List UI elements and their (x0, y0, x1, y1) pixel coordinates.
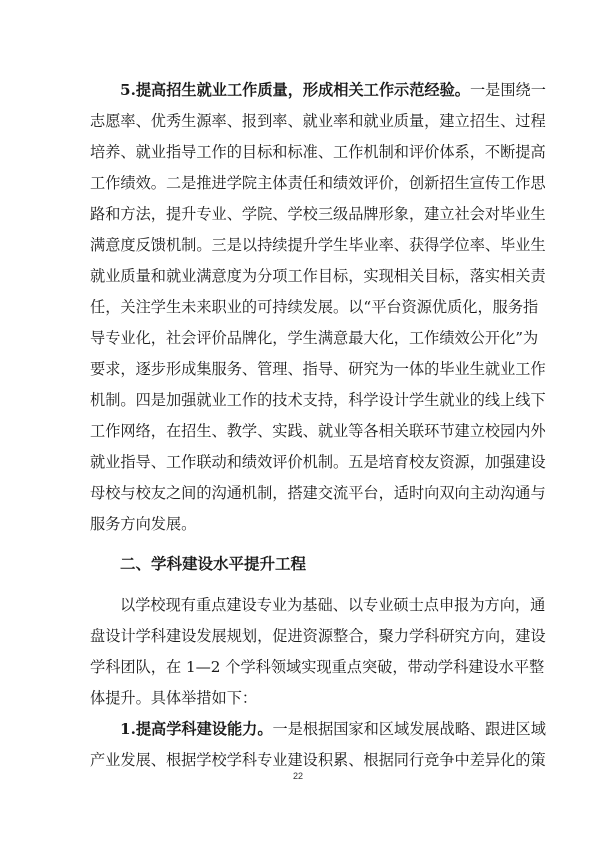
paragraph-line: 产业发展、根据学校学科专业建设积累、根据同行竞争中差异化的策 (90, 751, 546, 769)
paragraph-line: 服务方向发展。 (90, 515, 197, 533)
paragraph-line: 导专业化，社会评价品牌化，学生满意最大化，工作绩效公开化”为 (90, 329, 539, 347)
paragraph-line: 1.提高学科建设能力。一是根据国家和区域发展战略、跟进区域 (120, 720, 546, 738)
section-heading: 二、学科建设水平提升工程 (120, 554, 307, 573)
paragraph-line: 学科团队，在 1—2 个学科领域实现重点突破，带动学科建设水平整 (90, 658, 545, 676)
paragraph-line: 盘设计学科建设发展规划，促进资源整合，聚力学科研究方向，建设 (90, 627, 546, 645)
paragraph-line: 就业质量和就业满意度为分项工作目标，实现相关目标，落实相关责 (90, 267, 546, 285)
paragraph-line: 要求，逐步形成集服务、管理、指导、研究为一体的毕业生就业工作 (90, 360, 546, 378)
paragraph-line: 工作绩效。二是推进学院主体责任和绩效评价，创新招生宣传工作思 (90, 174, 546, 192)
paragraph-line: 志愿率、优秀生源率、报到率、就业率和就业质量，建立招生、过程 (90, 112, 546, 130)
paragraph-line: 就业指导、工作联动和绩效评价机制。五是培育校友资源，加强建设 (90, 453, 546, 471)
bold-lead: 1.提高学科建设能力。 (120, 720, 273, 738)
page-number: 22 (292, 771, 303, 781)
paragraph-line: 培养、就业指导工作的目标和标准、工作机制和评价体系，不断提高 (90, 143, 546, 161)
bold-lead: 5.提高招生就业工作质量，形成相关工作示范经验。 (120, 81, 470, 99)
paragraph-line: 机制。四是加强就业工作的技术支持，科学设计学生就业的线上线下 (90, 391, 546, 409)
paragraph-line: 任，关注学生未来职业的可持续发展。以“平台资源优质化，服务指 (90, 298, 539, 316)
paragraph-line: 5.提高招生就业工作质量，形成相关工作示范经验。一是围绕一 (120, 81, 546, 99)
paragraph-line: 以学校现有重点建设专业为基础、以专业硕士点申报为方向，通 (120, 596, 546, 614)
paragraph-line: 体提升。具体举措如下： (90, 689, 258, 707)
paragraph-line: 满意度反馈机制。三是以持续提升学生毕业率、获得学位率、毕业生 (90, 236, 546, 254)
paragraph-line: 工作网络，在招生、教学、实践、就业等各相关联环节建立校园内外 (90, 422, 546, 440)
paragraph-line: 母校与校友之间的沟通机制，搭建交流平台，适时向双向主动沟通与 (90, 484, 546, 502)
paragraph-line: 路和方法，提升专业、学院、学校三级品牌形象，建立社会对毕业生 (90, 205, 546, 223)
